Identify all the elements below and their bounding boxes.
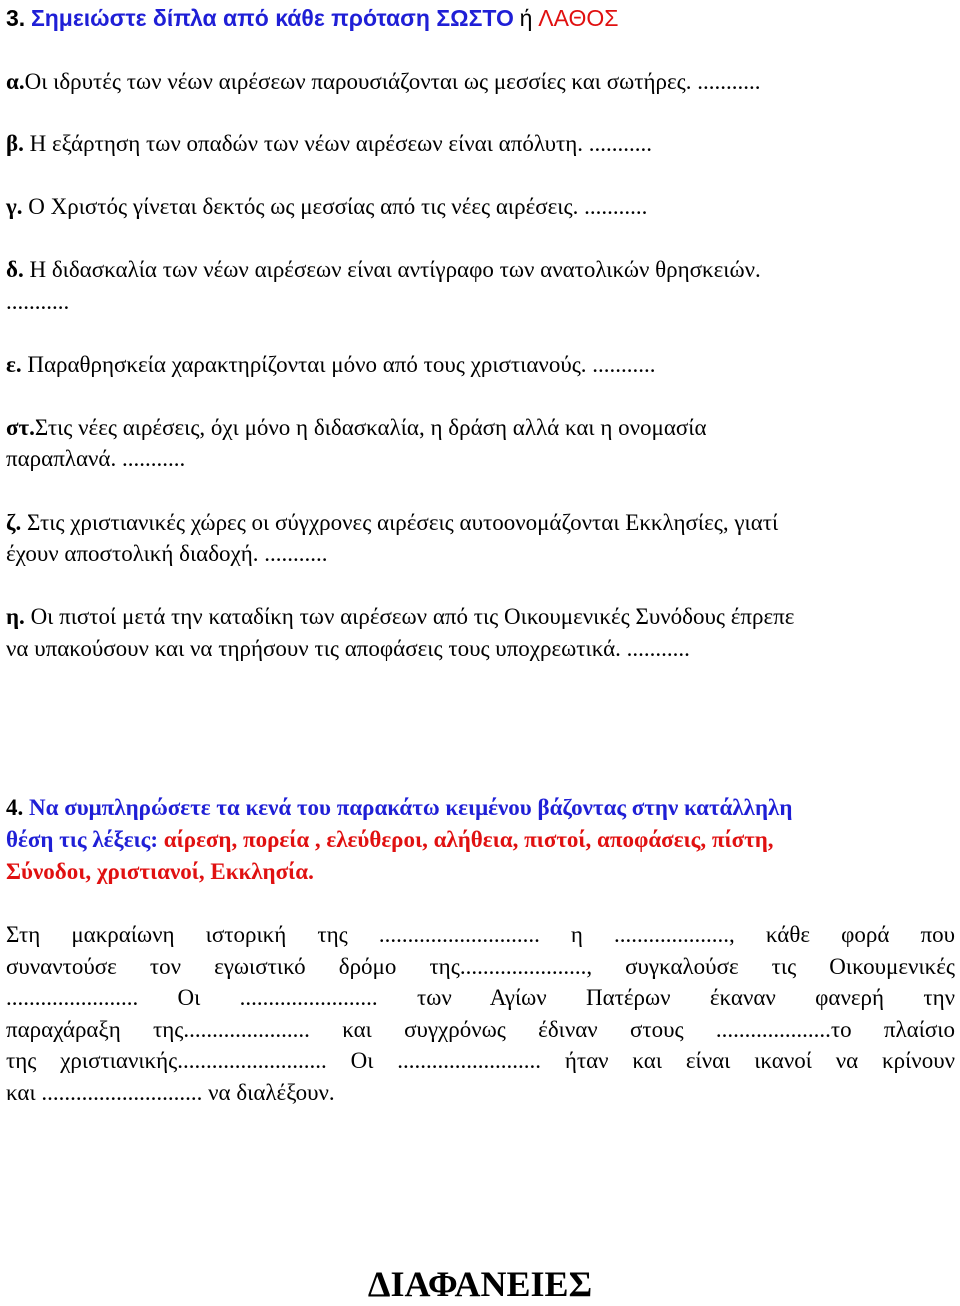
q4-heading-line1 [6,793,792,823]
q4-title-blue-2: θέση τις λέξεις: [6,827,159,852]
q3-item-text: Στις νέες αιρέσεις, όχι μόνο η διδασκαλία, η δράση αλλά και η ονομασία [34,415,707,440]
q3-item-text: Οι πιστοί μετά την καταδίκη των αιρέσεων από τις Οικουμενικές Συνόδους έπρεπε [24,604,795,629]
q4-passage-line: της χριστιανικής.......................... Οι ......................... ήταν και είναι ικανοί να κρίνουν [6,1048,955,1073]
q4-passage-line: και ............................ να διαλέξουν. [6,1080,335,1105]
q3-item-text: Η διδασκαλία των νέων αιρέσεων είναι αντίγραφο των ανατολικών θρησκειών. [23,257,761,282]
q4-passage-line: Στη μακραίωνη ιστορική της ............................ η ...................., κάθε φορά που [6,922,955,947]
q3-item-label: ζ. [6,510,22,535]
q4-word-list-1: αίρεση, πορεία , ελεύθεροι, αλήθεια, πιστοί, αποφάσεις, πίστη, [158,827,774,852]
q3-title-connector: ή [519,5,533,31]
q3-item-b [6,129,652,159]
q4-title-blue-1: Να συμπληρώσετε τα κενά του παρακάτω κειμένου βάζοντας στην κατάλληλη [29,795,793,820]
q3-item-h-continuation: να υπακούσουν και να τηρήσουν τις αποφάσεις τους υποχρεωτικά. ........... [6,636,690,661]
q3-item-text: Η εξάρτηση των οπαδών των νέων αιρέσεων είναι απόλυτη. ........... [23,131,652,156]
q3-item-d-continuation: ........... [6,289,70,314]
q3-item-text: Ο Χριστός γίνεται δεκτός ως μεσσίας από τις νέες αιρέσεις. ........... [22,194,648,219]
q3-item-h [6,602,794,632]
q3-item-z [6,508,778,538]
q3-item-st-continuation: παραπλανά. ........... [6,446,186,471]
q3-title-red: ΛΑΘΟΣ [538,5,619,31]
q3-item-text: Οι ιδρυτές των νέων αιρέσεων παρουσιάζονται ως μεσσίες και σωτήρες. ........... [24,69,761,94]
q3-item-label: η. [6,604,25,629]
q3-item-label: α. [6,69,25,94]
q3-item-d [6,255,761,285]
q3-title-blue: Σημειώστε δίπλα από κάθε πρόταση ΣΩΣΤΟ [30,5,514,31]
q3-item-e [6,350,656,380]
q3-item-label: δ. [6,257,24,282]
q3-number: 3. [6,5,26,31]
q4-heading-line2 [6,825,774,855]
q3-item-text: Παραθρησκεία χαρακτηρίζονται μόνο από τους χριστιανούς. ........... [21,352,656,377]
q3-heading [6,3,618,34]
q4-passage-line: παραχάραξη της...................... και συγχρόνως έδιναν στους ....................το πλαίσιο [6,1017,955,1042]
q4-passage-line: ....................... Οι ........................ των Αγίων Πατέρων έκαναν φανερή την [6,985,955,1010]
q3-item-text: Στις χριστιανικές χώρες οι σύγχρονες αιρέσεις αυτοονομάζονται Εκκλησίες, γιατί [21,510,779,535]
q3-item-label: γ. [6,194,23,219]
q3-item-c [6,192,647,222]
q4-word-list-2: Σύνοδοι, χριστιανοί, Εκκλησία. [6,859,314,884]
section-title-transparencies: ΔΙΑΦΑΝΕΙΕΣ [367,1264,593,1304]
q4-passage-line: συναντούσε τον εγωιστικό δρόμο της......................, συγκαλούσε τις Οικουμενικές [6,954,955,979]
q3-item-st [6,413,707,443]
q3-item-label: β. [6,131,24,156]
q3-item-label: ε. [6,352,22,377]
q3-item-label: στ. [6,415,35,440]
q4-number: 4. [6,795,24,820]
q3-item-a [6,67,761,97]
q3-item-z-continuation: έχουν αποστολική διαδοχή. ........... [6,541,328,566]
